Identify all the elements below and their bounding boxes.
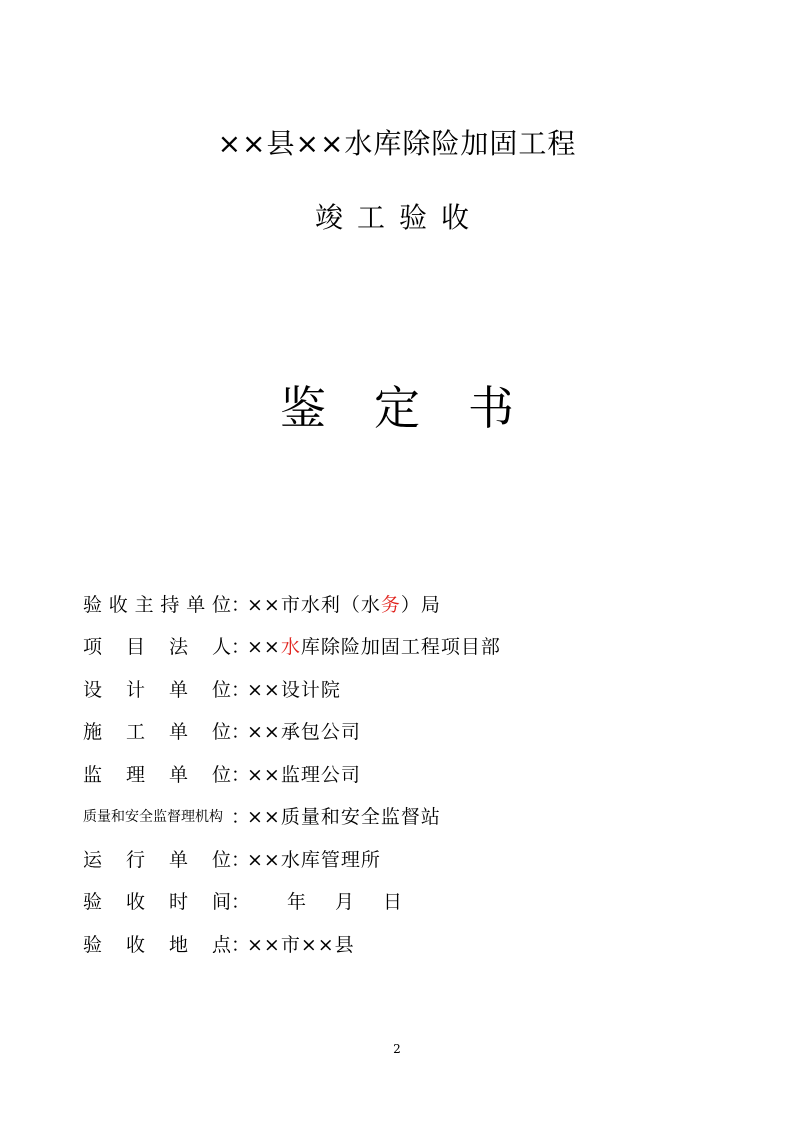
document-name-char: 定	[374, 381, 420, 435]
label-char: 法	[168, 636, 188, 659]
label-char: 项	[83, 636, 103, 659]
document-subtitle: 竣工验收	[314, 201, 483, 234]
label-colon: ：	[231, 593, 251, 616]
info-row-operation-unit	[83, 837, 723, 880]
label-char: 间	[211, 891, 231, 914]
label-char: 验	[83, 891, 103, 914]
info-value: ××市××县	[247, 933, 355, 956]
label-char: 位	[211, 848, 231, 871]
label-char: 单	[168, 763, 188, 786]
label-char: 人	[211, 636, 231, 659]
label-colon: ：	[231, 933, 251, 956]
info-row-supervision-unit	[83, 752, 723, 795]
label-colon: ：	[231, 806, 251, 829]
label-colon: ：	[231, 848, 251, 871]
date-day-label: 日	[383, 891, 404, 914]
label-char: 工	[125, 721, 145, 744]
info-row-project-legal-person	[83, 625, 723, 668]
label-char: 运	[83, 848, 103, 871]
info-label	[83, 760, 231, 787]
info-label: 质量和安全监督理机构	[83, 808, 223, 825]
label-char: 目	[125, 636, 145, 659]
value-part: ××市水利（水	[247, 593, 381, 616]
label-char: 单	[168, 848, 188, 871]
value-highlight: 水	[280, 636, 301, 659]
date-month-label: 月	[335, 891, 356, 914]
label-char: 位	[211, 678, 231, 701]
label-char: 设	[83, 678, 103, 701]
document-name	[0, 372, 794, 444]
label-char: 单	[168, 678, 188, 701]
info-label	[83, 845, 231, 872]
acceptance-info-list	[83, 582, 723, 965]
label-colon: ：	[231, 891, 251, 914]
value-part: ××	[247, 636, 281, 659]
info-label	[83, 632, 231, 659]
info-row-acceptance-date	[83, 880, 723, 923]
date-year-label: 年	[287, 891, 308, 914]
info-label	[83, 590, 231, 617]
label-char: 点	[211, 933, 231, 956]
info-value: ××水库管理所	[247, 848, 381, 871]
label-char: 持	[160, 593, 180, 616]
label-colon: ：	[231, 636, 251, 659]
info-label	[83, 930, 231, 957]
info-row-quality-safety-agency	[83, 795, 723, 838]
label-char: 施	[83, 721, 103, 744]
label-char: 位	[211, 721, 231, 744]
info-value: ××质量和安全监督站	[247, 806, 441, 829]
info-row-construction-unit	[83, 710, 723, 753]
label-char: 收	[125, 933, 145, 956]
label-char: 验	[83, 933, 103, 956]
info-value: ××承包公司	[247, 721, 361, 744]
info-value: ××设计院	[247, 678, 341, 701]
date-value	[247, 887, 403, 914]
document-name-char: 鉴	[280, 381, 326, 435]
label-char: 计	[125, 678, 145, 701]
label-char: 时	[168, 891, 188, 914]
value-highlight: 务	[380, 593, 401, 616]
label-colon: ：	[231, 763, 251, 786]
document-name-char: 书	[468, 381, 514, 435]
info-row-acceptance-location	[83, 922, 723, 965]
label-char: 理	[125, 763, 145, 786]
label-char: 收	[108, 593, 128, 616]
info-value: ××监理公司	[247, 763, 361, 786]
label-char: 收	[125, 891, 145, 914]
page-number: 2	[393, 1042, 401, 1056]
info-label	[83, 675, 231, 702]
label-char: 主	[134, 593, 154, 616]
info-label	[83, 887, 231, 914]
label-char: 行	[125, 848, 145, 871]
value-part: 库除险加固工程项目部	[300, 636, 501, 659]
info-row-host-unit	[83, 582, 723, 625]
info-value	[247, 632, 501, 659]
label-char: 验	[83, 593, 103, 616]
label-char: 位	[211, 593, 231, 616]
info-row-design-unit	[83, 667, 723, 710]
info-value	[247, 590, 441, 617]
project-title: ××县××水库除险加固工程	[217, 127, 577, 160]
label-char: 单	[168, 721, 188, 744]
value-part: ）局	[400, 593, 441, 616]
label-colon: ：	[231, 721, 251, 744]
info-label	[83, 717, 231, 744]
label-colon: ：	[231, 678, 251, 701]
label-char: 位	[211, 763, 231, 786]
label-char: 单	[186, 593, 206, 616]
label-char: 监	[83, 763, 103, 786]
label-char: 地	[168, 933, 188, 956]
